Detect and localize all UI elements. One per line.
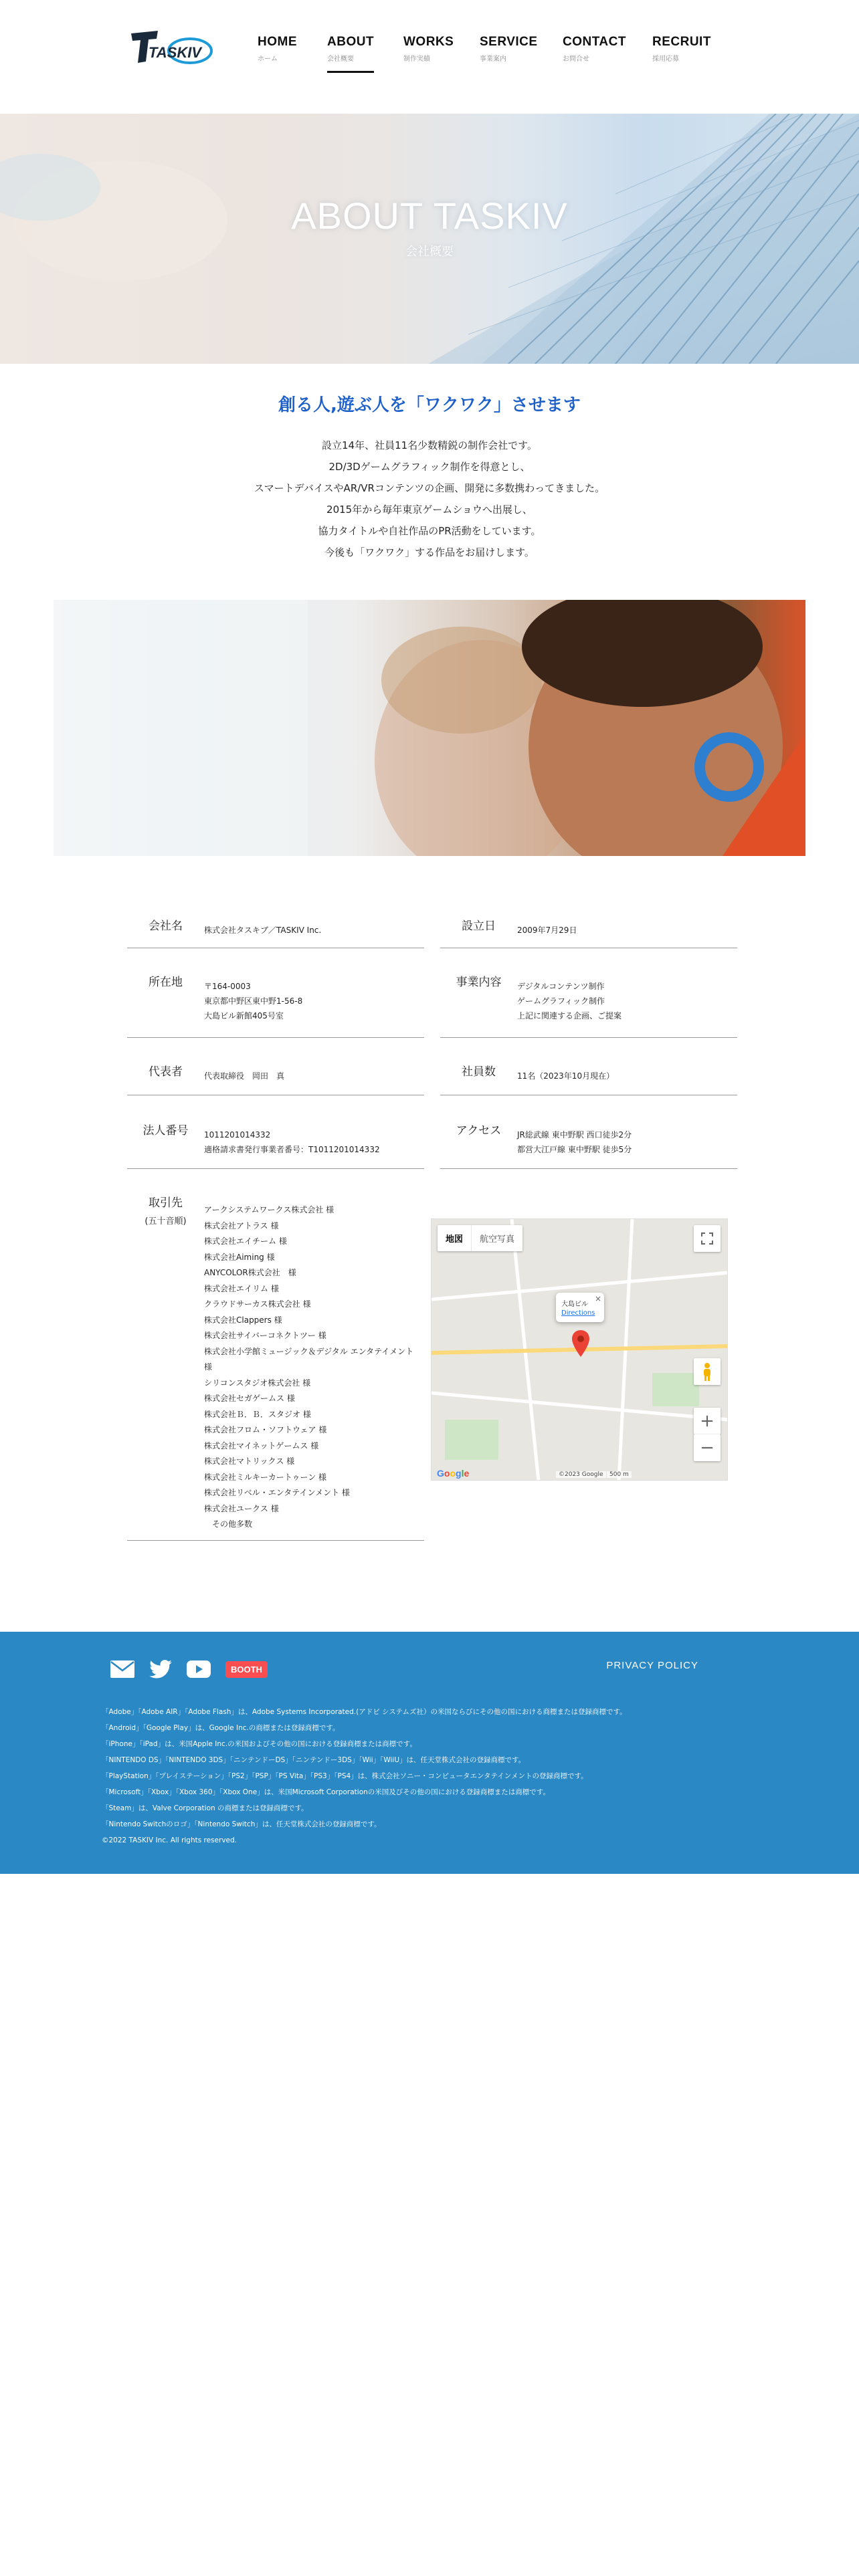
intro-heading: 創る人,遊ぶ人を「ワクワク」させます: [278, 395, 581, 415]
youtube-icon: [187, 1660, 211, 1678]
intro-line: 今後も「ワクワク」する作品をお届けします。: [324, 546, 535, 558]
zoom-in-button[interactable]: [694, 1408, 721, 1434]
map-pin-icon[interactable]: [572, 1330, 589, 1357]
nav-contact[interactable]: [563, 35, 630, 75]
client-item: 株式会社セガゲームス 様: [204, 1394, 295, 1403]
google-map[interactable]: [431, 1218, 728, 1481]
info-value: [517, 1128, 632, 1157]
nav-service[interactable]: [480, 35, 540, 75]
nav-recruit-label: RECRUIT: [652, 35, 711, 49]
address-line: 東京都中野区東中野1-56-8: [204, 996, 303, 1006]
nav-home[interactable]: [258, 35, 304, 75]
map-attribution: ©2023 Google: [556, 1471, 606, 1478]
info-row-access: [440, 1095, 737, 1169]
fullscreen-icon: [701, 1232, 713, 1245]
legal-line: 「Steam」は、Valve Corporation の商標または登録商標です。: [102, 1804, 308, 1812]
logo-text: TASKIV: [149, 44, 202, 61]
social-links: [110, 1660, 268, 1679]
client-item: 株式会社アトラス 様: [204, 1220, 279, 1230]
nav-contact-label: CONTACT: [563, 35, 626, 49]
client-item: クラウドサーカス株式会社 様: [204, 1299, 311, 1309]
hero-title: ABOUT TASKIV: [291, 195, 568, 237]
info-row-representative: [127, 1038, 424, 1095]
client-item: 株式会社小学館ミュージック＆デジタル エンタテイメント 様: [204, 1346, 414, 1372]
map-tab-satellite[interactable]: 航空写真: [480, 1235, 515, 1245]
youtube-link[interactable]: [187, 1660, 211, 1678]
info-row-corp-number: [127, 1095, 424, 1169]
minus-icon: −: [700, 1438, 714, 1458]
client-item: 株式会社リベル・エンタテインメント 様: [204, 1488, 350, 1497]
info-label: 代表者: [149, 1065, 183, 1079]
client-item: 株式会社サイバーコネクトツー 様: [204, 1331, 326, 1340]
nav-service-label: SERVICE: [480, 35, 538, 49]
people-illustration: [54, 600, 805, 856]
nav-about-sublabel: 会社概要: [327, 56, 354, 63]
pegman-icon: [702, 1362, 712, 1381]
client-item: ANYCOLOR株式会社 様: [204, 1268, 296, 1277]
access-line: 都営大江戸線 東中野駅 徒歩5分: [517, 1145, 632, 1154]
client-item: その他多数: [204, 1519, 253, 1529]
nav-works-sublabel: 制作実績: [403, 56, 430, 63]
client-item: 株式会社マトリックス 様: [204, 1457, 295, 1466]
client-item: 株式会社Aiming 様: [204, 1252, 275, 1262]
plus-icon: +: [700, 1411, 714, 1431]
client-item: 株式会社ユークス 様: [204, 1503, 279, 1513]
map-scale[interactable]: 500 m: [607, 1471, 632, 1478]
legal-line: 「Adobe」「Adobe AIR」「Adobe Flash」は、Adobe Systems Incorporated.(アドビ システムズ社）の米国ならびにその他の国における商標または登録商標です。: [102, 1708, 627, 1716]
taskiv-logo: [128, 27, 215, 68]
info-value: [204, 1128, 380, 1157]
booth-link[interactable]: [225, 1661, 268, 1678]
nav-about[interactable]: [327, 35, 381, 75]
map-type-tabs: [438, 1225, 522, 1251]
intro-line: スマートデバイスやAR/VRコンテンツの企画、開発に多数携わってきました。: [254, 482, 605, 494]
intro-body: [0, 435, 859, 563]
intro-line: 2D/3Dゲームグラフィック制作を得意とし、: [328, 461, 531, 473]
clients-label: 取引先: [149, 1196, 183, 1210]
nav-works[interactable]: [403, 35, 457, 75]
info-row-business: [440, 948, 737, 1038]
info-label: 法人番号: [142, 1124, 189, 1138]
nav-recruit[interactable]: [652, 35, 726, 75]
nav-works-label: WORKS: [403, 35, 454, 49]
map-tab-map[interactable]: 地図: [438, 1225, 472, 1251]
info-value: 11名（2023年10月現在）: [517, 1071, 615, 1081]
map-footer: [432, 1468, 728, 1480]
info-label: アクセス: [456, 1124, 502, 1138]
legal-line: 「Nintendo Switchのロゴ」「Nintendo Switch」は、任天堂株式会社の登録商標です。: [102, 1820, 381, 1828]
business-line: 上記に関連する企画、ご提案: [517, 1011, 622, 1021]
info-label: 事業内容: [456, 976, 502, 989]
business-line: ゲームグラフィック制作: [517, 996, 605, 1006]
nav-recruit-sublabel: 採用応募: [652, 56, 679, 63]
info-row-employees: [440, 1038, 737, 1095]
hero-building-image: [0, 114, 859, 364]
legal-line: 「iPhone」「iPad」は、米国Apple Inc.の米国およびその他の国における登録商標または商標です。: [102, 1740, 417, 1748]
nav-about-label: ABOUT: [327, 35, 375, 49]
clients-list: [204, 1202, 418, 1533]
legal-line: 「NINTENDO DS」「NINTENDO 3DS」「ニンテンドーDS」「ニンテンドー3DS」「Wii」「WiiU」は、任天堂株式会社の登録商標です。: [102, 1756, 526, 1764]
mail-link[interactable]: [110, 1660, 134, 1678]
twitter-link[interactable]: [149, 1660, 172, 1679]
corp-number-line: 1011201014332: [204, 1130, 271, 1140]
legal-line: 「Android」「Google Play」は、Google Inc.の商標または登録商標です。: [102, 1724, 340, 1732]
intro-line: 2015年から毎年東京ゲームショウへ出展し、: [326, 504, 533, 516]
legal-line: 「PlayStation」「プレイステーション」「PS2」「PSP」「PS Vita」「PS3」「PS4」は、株式会社ソニー・コンピュータエンタテインメントの登録商標です。: [102, 1772, 588, 1780]
nav-service-sublabel: 事業案内: [480, 56, 506, 63]
client-item: 株式会社Ｂ．Ｂ．スタジオ 様: [204, 1409, 311, 1419]
info-value: [204, 979, 302, 1023]
info-label: 所在地: [149, 976, 183, 989]
main-nav: [258, 35, 742, 75]
intro-line: 設立14年、社員11名少数精鋭の制作会社です。: [322, 439, 537, 451]
privacy-policy-link[interactable]: PRIVACY POLICY: [606, 1660, 698, 1671]
info-row-company-name: [127, 896, 424, 948]
client-item: 株式会社ミルキーカートゥーン 様: [204, 1472, 327, 1482]
nav-contact-sublabel: お問合せ: [563, 56, 589, 63]
legal-notices: [102, 1704, 627, 1848]
zoom-out-button[interactable]: [694, 1434, 721, 1461]
copyright: ©2022 TASKIV Inc. All rights reserved.: [102, 1836, 237, 1844]
business-line: デジタルコンテンツ制作: [517, 982, 605, 991]
info-value: 株式会社タスキブ／TASKIV Inc.: [204, 926, 322, 935]
info-value: [517, 979, 622, 1023]
info-row-founded: [440, 896, 737, 948]
map-popup-title: 大島ビル: [561, 1301, 588, 1308]
client-item: シリコンスタジオ株式会社 様: [204, 1378, 311, 1388]
nav-home-sublabel: ホーム: [258, 56, 278, 63]
site-footer: [0, 1632, 859, 1874]
hero-banner: [0, 114, 859, 364]
site-header: [0, 0, 859, 114]
hero-subtitle: 会社概要: [405, 245, 454, 259]
close-icon[interactable]: ×: [594, 1294, 601, 1303]
legal-line: 「Microsoft」「Xbox」「Xbox 360」「Xbox One」は、米国Microsoft Corporationの米国及びその他の国における登録商標または商標です。: [102, 1788, 550, 1796]
nav-home-label: HOME: [258, 35, 297, 49]
info-value: 代表取締役 岡田 真: [204, 1071, 285, 1081]
client-item: 株式会社エイリム 様: [204, 1283, 279, 1293]
info-row-clients: [127, 1169, 424, 1541]
info-label: [127, 1193, 204, 1226]
client-item: 株式会社エイチーム 様: [204, 1237, 287, 1246]
info-row-address: [127, 948, 424, 1038]
access-line: JR総武線 東中野駅 西口徒歩2分: [517, 1130, 632, 1140]
corp-number-line: 適格請求書発行事業者番号：T1011201014332: [204, 1145, 380, 1154]
fullscreen-button[interactable]: [694, 1225, 721, 1252]
client-item: 株式会社フロム・ソフトウェア 様: [204, 1425, 327, 1434]
directions-link[interactable]: Directions: [561, 1309, 595, 1317]
info-label: 社員数: [462, 1065, 496, 1079]
intro-line: 協力タイトルや自社作品のPR活動をしています。: [318, 525, 541, 537]
info-label: 会社名: [149, 920, 183, 933]
client-item: 株式会社Clappers 様: [204, 1315, 282, 1325]
address-line: 〒164-0003: [204, 982, 251, 991]
site-logo[interactable]: [128, 27, 215, 68]
booth-badge: BOOTH: [225, 1661, 268, 1678]
address-line: 大島ビル新館405号室: [204, 1011, 284, 1021]
info-label: 設立日: [462, 920, 496, 933]
twitter-icon: [149, 1660, 172, 1679]
google-logo: Google: [437, 1468, 470, 1479]
people-photo: [54, 600, 805, 856]
info-value: 2009年7月29日: [517, 926, 577, 935]
map-info-window: [556, 1293, 604, 1322]
client-item: アークシステムワークス株式会社 様: [204, 1205, 335, 1214]
street-view-button[interactable]: [694, 1358, 721, 1385]
clients-sublabel: (五十音順): [145, 1216, 187, 1226]
client-item: 株式会社マイネットゲームス 様: [204, 1440, 319, 1451]
mail-icon: [110, 1660, 134, 1678]
